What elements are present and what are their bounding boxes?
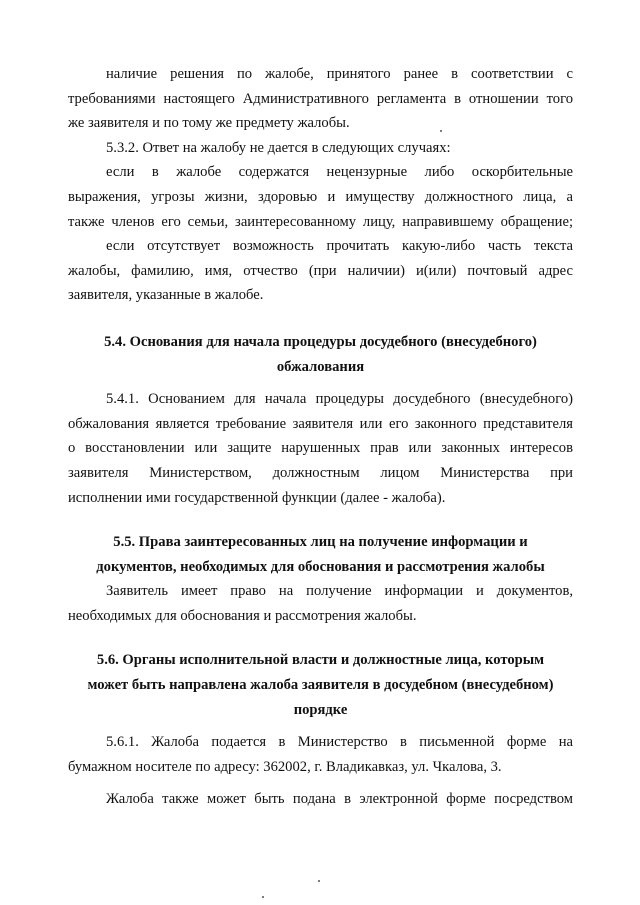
paragraph-5-3-2 (68, 136, 573, 161)
spacer (68, 308, 573, 330)
text-line: Жалоба также может быть подана в электронной форме посредством (106, 791, 573, 808)
spacer (68, 510, 573, 530)
paragraph-decision-exists (68, 62, 573, 136)
heading-line: порядке (293, 701, 348, 718)
text-line: заявителя, указанные в жалобе. (68, 287, 264, 304)
text-line: если отсутствует возможность прочитать какую-либо часть текста (106, 238, 573, 255)
paragraph-electronic-form (68, 787, 573, 812)
scan-speck (318, 880, 320, 882)
paragraph-unreadable (68, 234, 573, 308)
text-line: о восстановлении или защите нарушенных прав или законных интересов (68, 440, 573, 457)
heading-line: может быть направлена жалоба заявителя в досудебном (внесудебном) (87, 677, 554, 694)
text-line: заявителя Министерством, должностным лицом Министерства при (68, 464, 573, 481)
scan-speck (440, 130, 442, 132)
text-line: необходимых для обоснования и рассмотрения жалобы. (68, 607, 417, 624)
text-line: если в жалобе содержатся нецензурные либо оскорбительные (106, 164, 573, 181)
heading-line: 5.6. Органы исполнительной власти и должностные лица, которым (96, 652, 545, 669)
text-line: жалобы, фамилию, имя, отчество (при наличии) и(или) почтовый адрес (68, 262, 573, 279)
paragraph-5-6-1 (68, 730, 573, 779)
text-line: исполнении ими государственной функции (далее - жалоба). (68, 489, 446, 506)
text-line: 5.3.2. Ответ на жалобу не дается в следующих случаях: (106, 139, 451, 156)
spacer (68, 779, 573, 787)
text-line: 5.4.1. Основанием для начала процедуры досудебного (внесудебного) (106, 391, 573, 408)
spacer (68, 628, 573, 648)
text-line: выражения, угрозы жизни, здоровью и имуществу должностного лица, а (68, 188, 573, 205)
paragraph-right-to-info (68, 579, 573, 628)
text-line: обжалования является требование заявителя или его законного представителя (68, 415, 573, 432)
heading-line: 5.5. Права заинтересованных лиц на получение информации и (113, 534, 528, 551)
heading-line: 5.4. Основания для начала процедуры досудебного (внесудебного) (104, 333, 537, 350)
document-page (68, 62, 573, 812)
section-heading-5-6 (68, 648, 573, 722)
text-line: бумажном носителе по адресу: 362002, г. Владикавказ, ул. Чкалова, 3. (68, 758, 502, 775)
section-heading-5-4 (68, 330, 573, 379)
paragraph-obscene-content (68, 160, 573, 234)
spacer (68, 722, 573, 730)
text-line: 5.6.1. Жалоба подается в Министерство в письменной форме на (106, 734, 573, 751)
text-line: требованиями настоящего Административного регламента в отношении того (68, 90, 573, 107)
heading-line: документов, необходимых для обоснования и рассмотрения жалобы (96, 558, 545, 575)
text-line: наличие решения по жалобе, принятого ранее в соответствии с (106, 66, 573, 82)
section-heading-5-5 (68, 530, 573, 579)
text-line: Заявитель имеет право на получение информации и документов, (106, 583, 573, 600)
spacer (68, 379, 573, 387)
paragraph-5-4-1 (68, 387, 573, 510)
heading-line: обжалования (276, 358, 365, 375)
text-line: же заявителя и по тому же предмету жалобы. (68, 115, 350, 132)
scan-speck (262, 896, 264, 898)
text-line: также членов его семьи, заинтересованному лицу, направившему обращение; (68, 213, 573, 230)
